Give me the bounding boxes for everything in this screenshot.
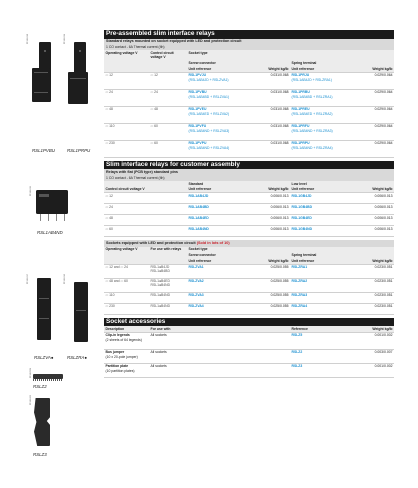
cell-operating-voltage: ⎓ 110 [105, 293, 115, 298]
cell-spring-reference: RSLZRA1 [291, 265, 308, 270]
cell-standard-reference: RSL1AB4ND [188, 227, 209, 231]
column-header: Weight kg/lb [372, 326, 393, 331]
table-header-row [104, 258, 394, 265]
cell-lowlevel-reference: RSL1GB4ND [291, 227, 313, 231]
relay-rsl1prpu-image [68, 42, 90, 104]
cell-spring-reference: RSL1PRFU [291, 124, 310, 129]
column-header: Unit reference [291, 258, 315, 263]
cell-lowlevel-weight: 0.006/0.013 [374, 205, 393, 209]
cell-screw-reference: RSL1PVJU [188, 73, 207, 78]
section-subtitle: Standard relays mounted on socket equipped with LED and protection circuit [104, 39, 394, 45]
cell-screw-weight: 0.025/0.055 [270, 279, 289, 284]
column-header: For use with relays [150, 247, 182, 252]
image-tag: PF101618 [27, 34, 29, 45]
cell-description-detail: (2 sheets of 64 legends) [105, 337, 142, 342]
cell-for-use-with: RSL1●B4ND [150, 304, 171, 309]
cell-operating-voltage: ⎓ 12 [105, 73, 113, 78]
section-sockets [104, 240, 394, 314]
image-tag: PF102039 [30, 368, 32, 379]
cell-operating-voltage: ⎓ 24 [105, 90, 113, 95]
column-header: Spring terminal [291, 252, 317, 257]
cell-screw-reference: RSLZVA3 [188, 293, 204, 298]
cell-operating-voltage: ⎓ 48 and ⎓ 60 [105, 279, 128, 284]
cell-standard-weight: 0.006/0.013 [270, 205, 289, 209]
cell-for-use-with: RSL1●B4ND [150, 293, 171, 298]
column-header: Operating voltage V [105, 51, 138, 56]
section-customer-assembly-relays [104, 161, 394, 238]
image-tag: PF101619 [64, 34, 66, 45]
cell-control-voltage: ⎓ 24 [150, 90, 158, 95]
cell-screw-reference: RSLZVA4 [188, 304, 204, 309]
table-row [104, 279, 394, 293]
cell-reference: RSLZ3 [291, 364, 303, 369]
column-header: Operating voltage V [105, 247, 138, 252]
table-row [104, 193, 394, 204]
cell-weight: 0.001/0.002 [374, 333, 393, 338]
cell-spring-reference: RSL1PRBU [291, 90, 310, 95]
table-row [104, 204, 394, 215]
relay-rsl1pvbu-image [32, 42, 54, 102]
cell-screw-composition: (RSL1AB4ND + RSLZVA3) [188, 128, 230, 133]
column-header: Unit reference [188, 66, 212, 71]
section-title: Slim interface relays for customer assembly [104, 161, 394, 170]
cell-description-detail: (10 x 20-pole jumper) [105, 354, 138, 359]
table-row [104, 226, 394, 237]
image-caption: RSLZRA● [67, 355, 87, 360]
cell-description-detail: (10 partition plates) [105, 368, 135, 373]
column-header: Unit reference [291, 66, 315, 71]
cell-screw-reference: RSL1PVBU [188, 90, 207, 95]
table-row [104, 350, 394, 364]
table-body [104, 265, 394, 315]
section-preassembled-relays [104, 30, 394, 158]
table-row [104, 90, 394, 107]
cell-lowlevel-reference: RSL1GB4BD [291, 205, 313, 209]
column-header: Weight kg/lb [268, 258, 289, 263]
image-caption: RSL1AB4ND [37, 230, 63, 235]
cell-spring-reference: RSL1PRPU [291, 141, 310, 146]
column-header: Socket type [188, 247, 208, 252]
cell-description: Clip-in legends [105, 333, 130, 338]
cell-spring-weight: 0.029/0.064 [374, 124, 393, 129]
column-header: Unit reference [188, 187, 212, 192]
table-row [104, 124, 394, 141]
cell-spring-composition: (RSL1AB4BD + RSLZRA1) [291, 94, 333, 99]
cell-standard-weight: 0.006/0.013 [270, 227, 289, 231]
cell-screw-composition: (RSL1AB4BD + RSLZVA1) [188, 94, 230, 99]
table-row [104, 141, 394, 158]
table-row [104, 73, 394, 90]
cell-for-use-with: All sockets [150, 350, 167, 355]
cell-reference: RSLZ5 [291, 333, 303, 338]
catalog-tables [104, 30, 394, 378]
table-header-row [104, 66, 394, 73]
section-title: Pre-assembled slim interface relays [104, 30, 394, 39]
cell-spring-weight: 0.023/0.051 [374, 293, 393, 298]
cell-spring-weight: 0.023/0.051 [374, 304, 393, 309]
table-body [104, 333, 394, 378]
cell-screw-weight: 0.031/0.068 [270, 107, 289, 112]
column-header: Description [105, 326, 125, 331]
cell-screw-weight: 0.031/0.068 [270, 90, 289, 95]
table-row [104, 304, 394, 315]
cell-screw-weight: 0.025/0.055 [270, 304, 289, 309]
cell-control-voltage: ⎓ 24 [105, 205, 113, 209]
column-header: Spring terminal [291, 61, 317, 66]
cell-for-use-with: RSL1●B4JD RSL1●B4BD [150, 265, 170, 274]
cell-spring-reference: RSL1PREU [291, 107, 310, 112]
cell-for-use-with: All sockets [150, 364, 167, 369]
column-header: Weight kg/lb [268, 66, 289, 71]
table-row [104, 364, 394, 378]
cell-screw-reference: RSLZVA2 [188, 279, 204, 284]
column-header: Screw connector [188, 252, 216, 257]
image-caption: RSL1PVBU [32, 148, 55, 153]
section-title: Socket accessories [104, 318, 394, 327]
cell-operating-voltage: ⎓ 48 [105, 107, 113, 112]
column-header: Standard [188, 181, 204, 186]
cell-operating-voltage: ⎓ 110 [105, 124, 115, 129]
cell-description: Partition plate [105, 364, 129, 369]
column-header: Screw connector [188, 61, 216, 66]
column-header: Control circuit voltage V [150, 51, 174, 60]
cell-standard-weight: 0.006/0.013 [270, 194, 289, 198]
cell-operating-voltage: ⎓ 230 [105, 304, 115, 309]
cell-operating-voltage: ⎓ 230 [105, 141, 115, 146]
cell-spring-composition: (RSL1AB4JD + RSLZRA1) [291, 77, 332, 82]
table-row [104, 215, 394, 226]
cell-lowlevel-reference: RSL1GB4ED [291, 216, 312, 220]
cell-screw-composition: (RSL1AB4JD + RSLZVA1) [188, 77, 229, 82]
cell-standard-reference: RSL1AB4BD [188, 205, 209, 209]
image-tag: PF101615 [30, 186, 32, 197]
product-images-column [0, 0, 104, 488]
column-header: Weight kg/lb [372, 187, 393, 192]
cell-screw-reference: RSL1PVEU [188, 107, 207, 112]
column-header: Weight kg/lb [372, 258, 393, 263]
cell-screw-weight: 0.025/0.055 [270, 293, 289, 298]
image-tag: PF101620 [30, 395, 32, 406]
cell-control-voltage: ⎓ 60 [105, 227, 113, 231]
cell-weight: 0.001/0.002 [374, 364, 393, 369]
cell-screw-reference: RSL1PVPU [188, 141, 207, 146]
cell-spring-reference: RSLZRA2 [291, 279, 308, 284]
column-header: Weight kg/lb [372, 66, 393, 71]
partition-plate-image [34, 398, 52, 446]
cell-standard-weight: 0.006/0.013 [270, 216, 289, 220]
column-header: For use with [150, 326, 171, 331]
contact-rating: 1 CO contact - 6A Thermal current (Ith) [104, 175, 394, 181]
image-caption: RSLZ3 [33, 452, 47, 457]
cell-screw-composition: (RSL1AB4ED + RSLZVA2) [188, 111, 230, 116]
section-title-note: (Sold in lots of 10) [196, 241, 230, 246]
cell-standard-reference: RSL1AB4JD [188, 194, 209, 198]
image-tag: PF101617 [27, 274, 29, 285]
cell-control-voltage: ⎓ 48 [105, 216, 113, 220]
cell-screw-weight: 0.031/0.068 [270, 141, 289, 146]
table-header-row [104, 326, 394, 333]
cell-for-use-with: RSL1●B4ED RSL1●B4ND [150, 279, 171, 288]
cell-screw-weight: 0.031/0.068 [270, 73, 289, 78]
column-header: Control circuit voltage V [105, 187, 145, 192]
cell-spring-weight: 0.029/0.064 [374, 90, 393, 95]
table-row [104, 265, 394, 279]
table-body [104, 73, 394, 158]
cell-control-voltage: ⎓ 48 [150, 107, 158, 112]
image-caption: RSLZ2 [33, 384, 47, 389]
cell-spring-reference: RSL1PRJU [291, 73, 310, 78]
table-row [104, 333, 394, 350]
column-header: Unit reference [291, 187, 315, 192]
cell-screw-reference: RSLZVA1 [188, 265, 204, 270]
cell-for-use-with: All sockets [150, 333, 167, 338]
cell-reference: RSLZ2 [291, 350, 303, 355]
section-socket-accessories [104, 318, 394, 378]
relay-rsl1ab4nd-image [36, 190, 70, 222]
cell-spring-weight: 0.029/0.064 [374, 141, 393, 146]
cell-screw-composition: (RSL1AB4ND + RSLZVA4) [188, 145, 230, 150]
column-header: Weight kg/lb [268, 187, 289, 192]
socket-rslzra-image [70, 282, 94, 342]
cell-control-voltage: ⎓ 60 [150, 124, 158, 129]
cell-spring-weight: 0.029/0.064 [374, 73, 393, 78]
section-subtitle: Relays with flat (PCB type) standard pins [104, 169, 394, 175]
bus-jumper-image [33, 372, 65, 382]
cell-standard-reference: RSL1AB4ED [188, 216, 209, 220]
cell-control-voltage: ⎓ 12 [150, 73, 158, 78]
cell-screw-weight: 0.025/0.055 [270, 265, 289, 270]
image-caption: RSL1PRPU [67, 148, 91, 153]
cell-spring-weight: 0.023/0.051 [374, 265, 393, 270]
cell-spring-reference: RSLZRA3 [291, 293, 308, 298]
column-header: Reference [291, 326, 308, 331]
cell-spring-composition: (RSL1AB4ND + RSLZRA4) [291, 145, 333, 150]
section-title-text: Sockets equipped with LED and protection circuit [106, 241, 196, 246]
column-header: Unit reference [188, 258, 212, 263]
cell-description: Bus jumper [105, 350, 125, 355]
cell-control-voltage: ⎓ 12 [105, 194, 113, 198]
cell-lowlevel-weight: 0.006/0.013 [374, 194, 393, 198]
socket-rslzva-image [34, 278, 56, 340]
cell-spring-weight: 0.023/0.051 [374, 279, 393, 284]
contact-rating: 1 CO contact - 6A Thermal current (Ith) [104, 45, 394, 51]
cell-lowlevel-weight: 0.006/0.013 [374, 216, 393, 220]
cell-weight: 0.003/0.007 [374, 350, 393, 355]
image-tag: PF101616 [64, 274, 66, 285]
cell-spring-composition: (RSL1AB4ND + RSLZRA3) [291, 128, 333, 133]
cell-spring-composition: (RSL1AB4ED + RSLZRA2) [291, 111, 333, 116]
table-header-row [104, 50, 394, 60]
column-header: Socket type [188, 51, 208, 56]
cell-operating-voltage: ⎓ 12 and ⎓ 24 [105, 265, 128, 270]
image-caption: RSLZVA● [34, 355, 54, 360]
table-header-row [104, 187, 394, 194]
table-row [104, 107, 394, 124]
cell-spring-reference: RSLZRA4 [291, 304, 308, 309]
table-body [104, 193, 394, 237]
cell-screw-reference: RSL1PVFU [188, 124, 207, 129]
table-row [104, 293, 394, 304]
cell-screw-weight: 0.031/0.068 [270, 124, 289, 129]
cell-control-voltage: ⎓ 60 [150, 141, 158, 146]
cell-lowlevel-weight: 0.006/0.013 [374, 227, 393, 231]
cell-lowlevel-reference: RSL1GB4JD [291, 194, 312, 198]
cell-spring-weight: 0.029/0.064 [374, 107, 393, 112]
column-header: Low level [291, 181, 307, 186]
